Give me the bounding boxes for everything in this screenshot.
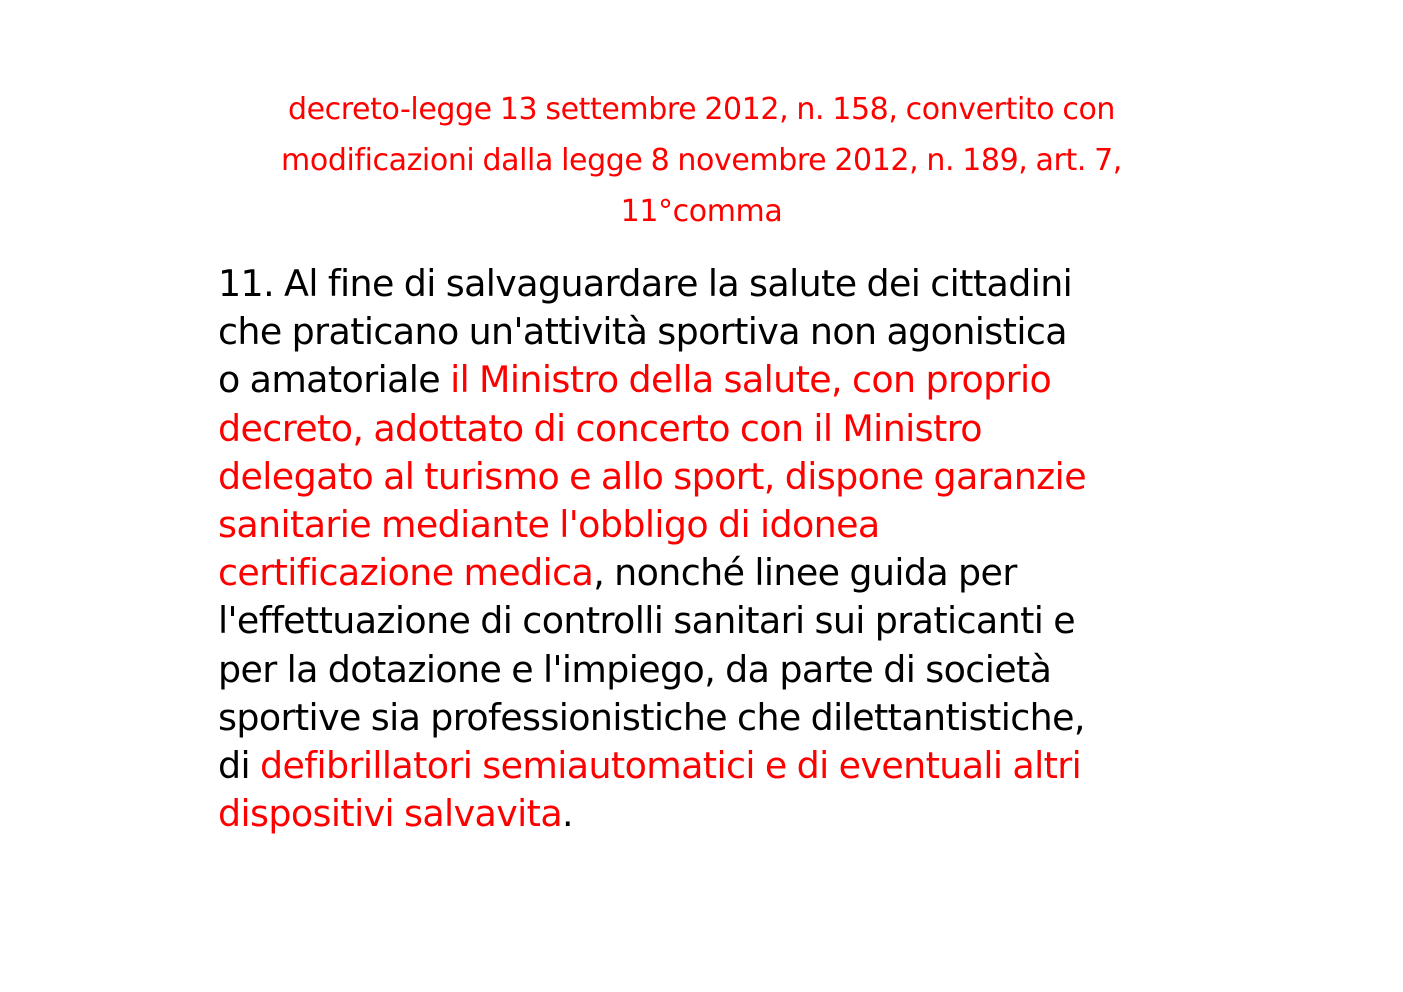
paragraph-line [218, 599, 1075, 642]
paragraph-line [218, 744, 1081, 787]
title-line-2: modificazioni dalla legge 8 novembre 2012, n. 189, art. 7, [281, 143, 1122, 178]
highlighted-text-segment: sanitarie mediante l'obbligo di idonea [218, 503, 880, 547]
text-segment: , nonché linee guida per [593, 551, 1017, 595]
paragraph-line [218, 503, 880, 546]
highlighted-text-segment: defibrillatori semiautomatici e di eventuali altri [259, 744, 1082, 788]
paragraph-line [218, 696, 1085, 739]
highlighted-text-segment: certificazione medica [218, 551, 594, 595]
paragraph-line [218, 792, 573, 835]
text-segment: . [562, 792, 573, 836]
text-segment: sportive sia professionistiche che dilettantistiche, [218, 695, 1085, 739]
highlighted-text-segment: delegato al turismo e allo sport, dispone garanzie [218, 454, 1086, 498]
text-segment: di [218, 744, 260, 788]
text-segment: che praticano un'attività sportiva non agonistica [218, 310, 1067, 354]
paragraph-line [218, 455, 1086, 498]
text-segment: per la dotazione e l'impiego, da parte di società [218, 647, 1052, 691]
highlighted-text-segment: il Ministro della salute, con proprio [450, 358, 1052, 402]
paragraph-line [218, 407, 982, 450]
paragraph-line [218, 551, 1017, 594]
law-paragraph [218, 260, 1228, 838]
highlighted-text-segment: dispositivi salvavita [218, 792, 563, 836]
slide-title [200, 84, 1203, 237]
title-line-1: decreto-legge 13 settembre 2012, n. 158, convertito con [287, 92, 1116, 127]
text-segment: l'effettuazione di controlli sanitari sui praticanti e [218, 599, 1076, 643]
highlighted-text-segment: decreto, adottato di concerto con il Ministro [218, 406, 982, 450]
title-line-3: 11°comma [620, 194, 783, 229]
paragraph-line [218, 358, 1051, 401]
paragraph-line [218, 262, 1072, 305]
paragraph-line [218, 648, 1051, 691]
text-segment: o amatoriale [218, 358, 451, 402]
paragraph-line [218, 310, 1067, 353]
text-segment: 11. Al fine di salvaguardare la salute dei cittadini [218, 262, 1073, 305]
